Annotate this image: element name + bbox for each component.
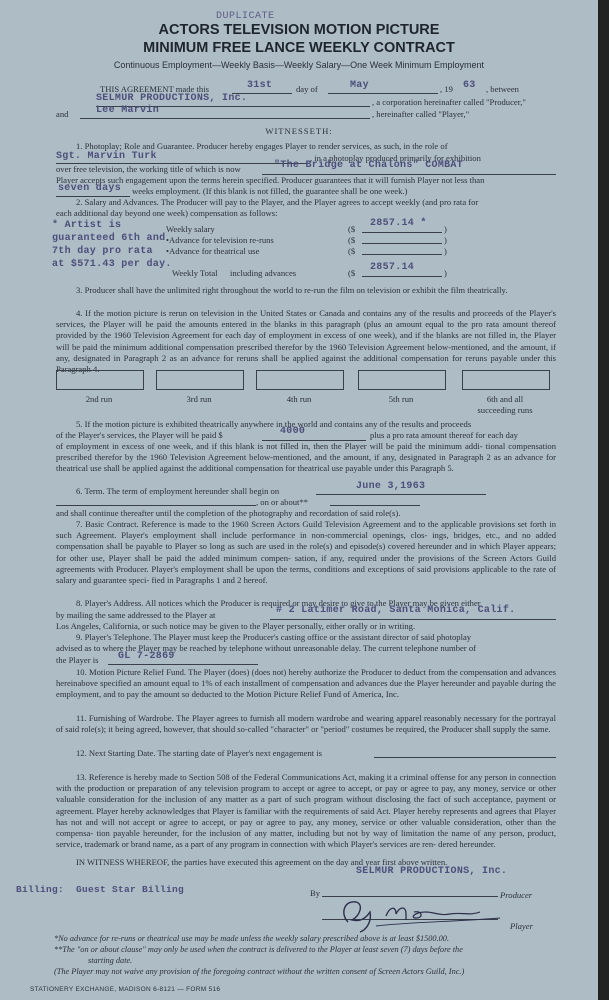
player-phone: GL 7-2869 [118, 651, 175, 662]
paren-close: ) [444, 246, 447, 256]
s6-text-c: and shall continue thereafter until the completion of the photography and recordation of said role(s). [56, 508, 401, 518]
weekly-salary-label: Weekly salary [166, 224, 215, 234]
producer-label: Producer [500, 890, 533, 900]
s11-line: necessary for the portrayal of said role(s); it being agreed, however, that should so-called "character" or "period" costumes [56, 713, 556, 735]
s8-text-a: 8. Player's Address. All notices which the Producer is required or may desire to give to the Player may be given either [76, 598, 481, 608]
s1-text-a: 1. Photoplay; Role and Guarantee. Producer hereby engages Player to render services, as such, in the role of [76, 141, 448, 151]
run-label-5th: 5th run [388, 394, 414, 404]
paren-close: ) [444, 268, 447, 278]
s10-line: 10. Motion Picture Relief Fund. The Player (does) (does not) hereby authorize the Producer to deduct from the [76, 667, 458, 677]
section-7 [56, 519, 556, 586]
agreement-text-c: , 19 [440, 84, 453, 94]
s1-text-b: , in a photoplay produced primarily for exhibition [310, 153, 481, 163]
run-box-3rd[interactable] [156, 370, 244, 390]
s8-text-c: Los Angeles, California, or such notice may be given to the Player personally, either orally or in writing. [56, 621, 416, 631]
line [56, 505, 256, 506]
agreement-month: May [350, 80, 369, 91]
signature-producer-company: SELMUR PRODUCTIONS, Inc. [356, 866, 508, 877]
theatrical-amount: 4000 [280, 426, 306, 437]
s4-line: 4. If the motion picture is rerun on television in the United States or Canada and contains any of the results and [76, 308, 471, 318]
producer-name: SELMUR PRODUCTIONS, Inc. [96, 93, 248, 104]
run-box-4th[interactable] [256, 370, 344, 390]
section-11 [56, 713, 556, 735]
s7-line: episode(s) covered hereunder and in which Player appears; for other use, Player shall be paid the added minimum compen- [56, 541, 556, 563]
line [362, 232, 442, 233]
agreement-text-e: , a corporation hereinafter called "Producer," [372, 97, 526, 107]
player-name: Lee Marvin [96, 105, 160, 116]
s3-line: 3. Producer shall have the unlimited right throughout the world to re-run the film on television or exhibit the film [76, 285, 466, 295]
run-label-6th: 6th and all [486, 394, 524, 404]
s3-line: theatrically. [467, 285, 508, 295]
s13-line: program without disclosing the fact of such acceptance, payment or agreement. Player hereby acknowledges that Player [56, 794, 556, 816]
advance-theatrical-label: •Advance for theatrical use [166, 246, 260, 256]
s4-line: amount equal to the pro rata amount thereof provided by the 1960 Television Agreement for each day of employment [56, 319, 556, 341]
s6-text-a: 6. Term. The term of employment hereunder shall begin on [76, 486, 280, 496]
agreement-text-b: day of [296, 84, 318, 94]
line [362, 254, 442, 255]
agreement-text-a: THIS AGREEMENT made this [100, 84, 209, 94]
weekly-total-value: 2857.14 [370, 262, 415, 273]
salary-note-line: guaranteed 6th and [52, 233, 166, 244]
start-date: June 3,1963 [356, 481, 426, 492]
footnote-3: (The Player may not waive any provision of the foregoing contract without the written consent of Screen Actors Guild, Inc.) [54, 967, 465, 976]
line [108, 664, 258, 665]
salary-note-line: 7th day pro rata [52, 246, 153, 257]
section-10 [56, 667, 556, 701]
s2-text-a: 2. Salary and Advances. The Producer will pay to the Player, and the Player agrees to accept weekly (and pro rata for [76, 197, 479, 207]
s5-line: designated in Paragraph 2 as an advance for theatrical use shall be applied against the additional compensation for theatrical [56, 452, 557, 474]
section-13 [56, 772, 556, 850]
player-address: # 2 Latimer Road, Santa Monica, Calif. [276, 605, 516, 616]
s10-line: compensation and advances hereinabove specified an amount equal to 1% of each installment of compensation and advances [56, 667, 556, 689]
run-box-6th[interactable] [462, 370, 550, 390]
s4-line: as an advance for reruns shall be applied against the additional compensation for reruns payable under this Paragraph 4. [56, 352, 556, 375]
salary-note [52, 219, 172, 271]
billing-label: Billing: [16, 884, 65, 895]
run-label-4th: 4th run [286, 394, 312, 404]
including-advances: including advances [230, 268, 297, 278]
scan-edge [598, 0, 609, 1000]
s10-line: Relief Fund of America, Inc. [300, 689, 399, 700]
run-label-succeeding: succeeding runs [477, 405, 533, 415]
s12-text: 12. Next Starting Date. The starting date of Player's next engagement is [76, 748, 323, 758]
s13-line: is familiar with the requirements of said Act. Player hereby represents and agrees that Player has not and will not accept [56, 805, 556, 827]
s13-line: 13. Reference is hereby made to Section 508 of the Federal Communications Act, making it a criminal offense for [76, 772, 468, 782]
dollar-open: ($ [348, 235, 356, 245]
s13-line: dered hereunder. [438, 839, 496, 850]
s9-text-a: 9. Player's Telephone. The Player must keep the Producer's casting office or the assistant director of said photoplay [76, 632, 472, 642]
s2-text-b: each additional day beyond one week) compensation as follows: [56, 208, 278, 218]
agreement-text-d: , between [486, 84, 519, 94]
s13-line: pay or agree to pay, any money, service or other valuable consideration for the inclusion of any matter as a part of such [56, 783, 556, 805]
salary-note-line: * Artist is [52, 220, 122, 231]
s13-line: or agree to accept, or pay or agree to pay, any money, service or other valuable consideration, other than the compensa- [56, 816, 556, 839]
s1-text-c: over free television, the working title of which is now [56, 164, 241, 174]
s1-text-d: Player accepts such engagement upon the terms herein specified. Producer guarantees that it will furnish Player not less than [56, 175, 485, 185]
s7-line: 7. Basic Contract. Reference is made to the 1960 Screen Actors Guild Television Agreement and to the applicable [76, 519, 477, 529]
line [80, 118, 370, 119]
line [362, 243, 442, 244]
witness-clause: IN WITNESS WHEREOF, the parties have executed this agreement on the day and year first above written. [76, 857, 448, 867]
s7-line: provisions set forth in such Agreement. Player's employment shall include performance in non-commercial openings, clos- [56, 519, 556, 541]
footnote-1: *No advance for re-runs or theatrical use may be made unless the weekly salary prescribed above is at least $1500.00. [54, 934, 450, 943]
title-line-2: MINIMUM FREE LANCE WEEKLY CONTRACT [143, 40, 455, 56]
s7-line: ings, bridges, etc., and no added compensation shall be payable to Player so long as such are used in the role(s) and [56, 530, 556, 552]
s5-text-c: plus a pro rata amount thereof for each day [370, 430, 518, 440]
s1-text-e: weeks employment. (If this blank is not filled, the guarantee shall be one week.) [132, 186, 408, 196]
s4-line: proceeds of the Player's services, the Player will be paid the amounts entered in the blanks in this paragraph (plus an [56, 308, 556, 330]
run-label-2nd: 2nd run [85, 394, 113, 404]
witnesseth-heading: WITNESSETH: [265, 126, 333, 136]
agreement-and: and [56, 109, 69, 119]
agreement-text-f: , hereinafter called "Player," [372, 109, 470, 119]
section-3 [56, 285, 556, 296]
s10-line: due the Player hereunder and payable during the employment, and to pay the amount so deducted to the Motion Picture [56, 678, 556, 700]
subtitle: Continuous Employment—Weekly Basis—Weekly Salary—One Week Minimum Employment [113, 60, 485, 70]
s13-line: tion payable hereunder, for the inclusion of any matter, including but not by way of limitation the name of any person, [96, 828, 525, 839]
s7-line: sation, if any, required under the provisions of the Screen Actors Guild agreements with Producer. Player's employment [56, 552, 556, 574]
s13-line: product, service, trademark or brand name, as a part of any program in connection with which Player's services are ren- [56, 828, 556, 850]
run-box-2nd[interactable] [56, 370, 144, 390]
photoplay-title: "The Bridge at Chalons" COMBAT [274, 160, 464, 171]
dollar-open: ($ [348, 268, 356, 278]
weekly-salary-value: 2857.14 * [370, 218, 427, 229]
section-4 [56, 308, 556, 375]
line [374, 757, 556, 758]
s5-line: use payable under this Paragraph 5. [331, 463, 454, 474]
s7-line: fied in Paragraphs 1 and 2 hereof. [151, 575, 268, 586]
dollar-open: ($ [348, 246, 356, 256]
s5-line: of employment in excess of one week, and if this blank is not filled in, then the Player will be paid the minimum addi- [56, 441, 483, 451]
player-label: Player [510, 921, 533, 931]
s4-line: prescribed therefor by the 1960 Television Agreement below-mentioned, and the amount, if any, designated in Paragraph 2 [56, 341, 556, 363]
line [362, 276, 442, 277]
s5-text-b: of the Player's services, the Player will be paid $ [56, 430, 223, 440]
player-signature-icon [330, 892, 510, 934]
run-label-3rd: 3rd run [186, 394, 212, 404]
line [328, 93, 438, 94]
s11-line: be required, the Producer shall supply the same. [385, 724, 551, 735]
run-box-5th[interactable] [358, 370, 446, 390]
agreement-day: 31st [247, 80, 273, 91]
weekly-total-label: Weekly Total [172, 268, 218, 278]
s9-text-b: advised as to where the Player may be reached by telephone without unreasonable delay. The current telephone number of [56, 643, 476, 653]
billing-value: Guest Star Billing [76, 884, 185, 895]
dollar-open: ($ [348, 224, 356, 234]
advance-tv-label: •Advance for television re-runs [166, 235, 274, 245]
line [270, 619, 556, 620]
s11-line: 11. Furnishing of Wardrobe. The Player agrees to furnish all modern wardrobe and wearing apparel reasonably [76, 713, 462, 723]
printer-footer: STATIONERY EXCHANGE, MADISON 6-8121 — FORM 516 [30, 986, 221, 993]
section-5-body [56, 441, 556, 475]
salary-note-line: at $571.43 per day. [52, 259, 172, 270]
paren-close: ) [444, 224, 447, 234]
s5-text-a: 5. If the motion picture is exhibited theatrically anywhere in the world and contains any of the results and proceeds [76, 419, 472, 429]
line [316, 494, 486, 495]
s8-text-b: by mailing the same addressed to the Player at [56, 610, 216, 620]
s4-line: in excess of one week), and if the blanks are not filled in, the Player will be paid the minimum additional compensation [56, 330, 556, 352]
role-value: Sgt. Marvin Turk [56, 151, 157, 162]
title-line-1: ACTORS TELEVISION MOTION PICTURE [158, 22, 440, 38]
footnote-2: **The "on or about clause" may only be used when the contract is delivered to the Player at least seven (7) days before the [54, 945, 463, 954]
s7-line: shall be upon the terms, conditions and exceptions of said provisions applicable to the rate of salary and guarantee speci- [56, 563, 556, 586]
guarantee-weeks: seven days [58, 183, 122, 194]
line [330, 505, 420, 506]
s6-text-b: , on or about** [256, 497, 309, 507]
paren-close: ) [444, 235, 447, 245]
duplicate-stamp: DUPLICATE [216, 11, 275, 22]
s13-line: any person in connection with the production or preparation of any television program to accept or agree to accept, or [56, 772, 557, 794]
agreement-year: 63 [463, 80, 476, 91]
s9-text-c: the Player is [56, 655, 99, 665]
by-label: By [310, 888, 321, 898]
footnote-2-cont: starting date. [88, 956, 133, 965]
s5-line: tional compensation prescribed therefor by the 1960 Television Agreement below-mentioned, and the amount, if any, [56, 441, 557, 463]
